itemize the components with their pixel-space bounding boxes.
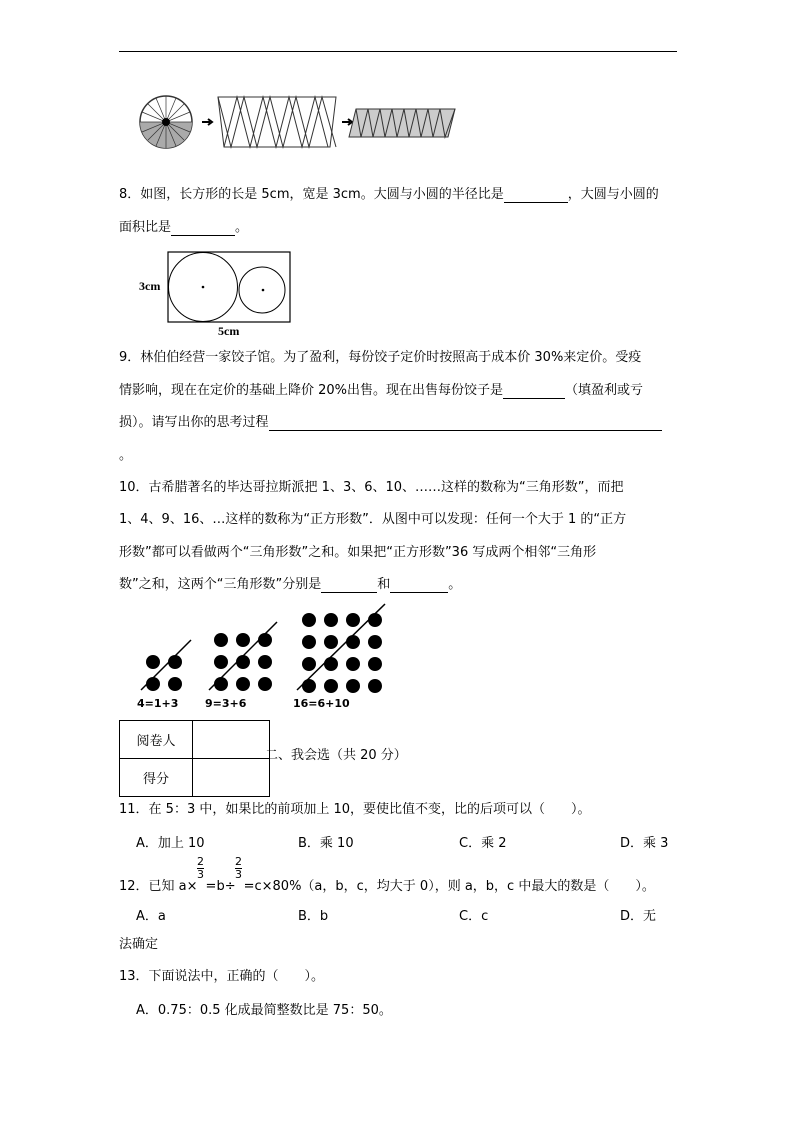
q8-answer-blank-2[interactable] bbox=[171, 221, 235, 236]
q8-text-end: ，大圆与小圆的 bbox=[567, 187, 659, 202]
q10-answer-blank-1[interactable] bbox=[321, 578, 377, 593]
header-rule bbox=[119, 51, 677, 52]
score-label: 得分 bbox=[120, 759, 193, 797]
q12-option-d-wrap: 法确定 bbox=[119, 937, 159, 952]
q10-text: 数”之和，这两个“三角形数”分别是 bbox=[119, 577, 322, 592]
score-table bbox=[119, 720, 270, 797]
dot bbox=[346, 679, 360, 693]
score-cell[interactable] bbox=[193, 759, 270, 797]
q9-line4: 。 bbox=[119, 448, 133, 463]
dot bbox=[346, 613, 360, 627]
q12-text-a: 12．已知 a× bbox=[119, 879, 198, 894]
q10-line3: 形数”都可以看做两个“三角形数”之和。如果把“正方形数”36 写成两个相邻“三角形 bbox=[119, 545, 597, 560]
q12-text-c: =c×80%（a，b，c，均大于 0），则 a，b，c 中最大的数是（ ）。 bbox=[243, 879, 655, 894]
q10-and: 和 bbox=[377, 577, 391, 592]
dot bbox=[302, 657, 316, 671]
dot bbox=[324, 635, 338, 649]
q12-stem bbox=[119, 879, 655, 895]
dot bbox=[368, 613, 382, 627]
reviewer-label: 阅卷人 bbox=[120, 721, 193, 759]
q9-line2 bbox=[119, 383, 643, 399]
dot bbox=[214, 677, 228, 691]
caption-16: 16=6+10 bbox=[293, 697, 350, 710]
q9-answer-blank[interactable] bbox=[503, 384, 565, 399]
q11-option-a[interactable]: A．加上 10 bbox=[136, 836, 205, 851]
length-label: 5cm bbox=[218, 324, 240, 338]
dot bbox=[346, 657, 360, 671]
caption-4: 4=1+3 bbox=[137, 697, 179, 710]
q10-answer-blank-2[interactable] bbox=[390, 578, 448, 593]
q9-line1: 9．林伯伯经营一家饺子馆。为了盈利，每份饺子定价时按照高于成本价 30%来定价。受疫 bbox=[119, 350, 642, 365]
dot bbox=[302, 679, 316, 693]
q11-option-d[interactable]: D．乘 3 bbox=[620, 836, 669, 851]
dot bbox=[168, 677, 182, 691]
frac-num: 2 bbox=[197, 855, 204, 868]
reviewer-cell[interactable] bbox=[193, 721, 270, 759]
width-label: 3cm bbox=[139, 279, 161, 293]
circle-cutting-figure bbox=[138, 95, 468, 150]
dot bbox=[346, 635, 360, 649]
dot bbox=[146, 655, 160, 669]
dot bbox=[214, 633, 228, 647]
q8-line1 bbox=[119, 187, 659, 203]
q12-text-b: =b÷ bbox=[205, 879, 236, 894]
dot bbox=[302, 635, 316, 649]
q8-text: 8．如图，长方形的长是 5cm，宽是 3cm。大圆与小圆的半径比是 bbox=[119, 187, 504, 202]
q13-stem: 13．下面说法中，正确的（ ）。 bbox=[119, 969, 325, 984]
q12-option-a[interactable]: A．a bbox=[136, 909, 166, 924]
dot bbox=[236, 677, 250, 691]
dot bbox=[302, 613, 316, 627]
q8-line2 bbox=[119, 220, 248, 236]
q8-text2-end: 。 bbox=[235, 220, 249, 235]
q12-option-b[interactable]: B．b bbox=[298, 909, 329, 924]
section-heading: 二、我会选（共 20 分） bbox=[265, 748, 407, 763]
q9-text3: 损）。请写出你的思考过程 bbox=[119, 415, 269, 430]
dot bbox=[236, 633, 250, 647]
dot bbox=[236, 655, 250, 669]
q10-line2: 1、4、9、16、…这样的数称为“正方形数”．从图中可以发现：任何一个大于 1 的“正方 bbox=[119, 512, 627, 527]
q11-option-c[interactable]: C．乘 2 bbox=[459, 836, 507, 851]
q12-option-d[interactable]: D．无 bbox=[620, 909, 657, 924]
q12-option-c[interactable]: C．c bbox=[459, 909, 489, 924]
q9-reasoning-blank[interactable] bbox=[269, 416, 662, 431]
q13-option-a[interactable]: A．0.75：0.5 化成最简整数比是 75：50。 bbox=[136, 1003, 392, 1018]
dot bbox=[324, 613, 338, 627]
q9-line3 bbox=[119, 415, 662, 431]
dot bbox=[258, 655, 272, 669]
frac-den: 3 bbox=[235, 868, 242, 881]
q8-answer-blank-1[interactable] bbox=[504, 188, 568, 203]
q11-stem: 11．在 5：3 中，如果比的前项加上 10，要使比值不变，比的后项可以（ ）。 bbox=[119, 802, 591, 817]
fraction-1 bbox=[197, 856, 204, 881]
q10-line1: 10．古希腊著名的毕达哥拉斯派把 1、3、6、10、……这样的数称为“三角形数”，而把 bbox=[119, 480, 624, 495]
frac-den: 3 bbox=[197, 868, 204, 881]
q11-option-b[interactable]: B．乘 10 bbox=[298, 836, 354, 851]
frac-num: 2 bbox=[235, 855, 242, 868]
caption-9: 9=3+6 bbox=[205, 697, 247, 710]
dot bbox=[146, 677, 160, 691]
dot bbox=[324, 679, 338, 693]
dot bbox=[368, 679, 382, 693]
square-number-dots-figure bbox=[135, 600, 395, 710]
q10-line4 bbox=[119, 577, 461, 593]
rectangle-circles-figure bbox=[166, 250, 294, 325]
dot bbox=[258, 677, 272, 691]
q8-text2: 面积比是 bbox=[119, 220, 172, 235]
dot bbox=[258, 633, 272, 647]
dot bbox=[368, 657, 382, 671]
q10-end: 。 bbox=[448, 577, 462, 592]
dot bbox=[324, 657, 338, 671]
dot bbox=[368, 635, 382, 649]
fraction-2 bbox=[235, 856, 242, 881]
dot bbox=[214, 655, 228, 669]
dot bbox=[168, 655, 182, 669]
q9-text: 情影响，现在在定价的基础上降价 20%出售。现在出售每份饺子是 bbox=[119, 383, 504, 398]
q9-hint: （填盈利或亏 bbox=[565, 383, 644, 398]
